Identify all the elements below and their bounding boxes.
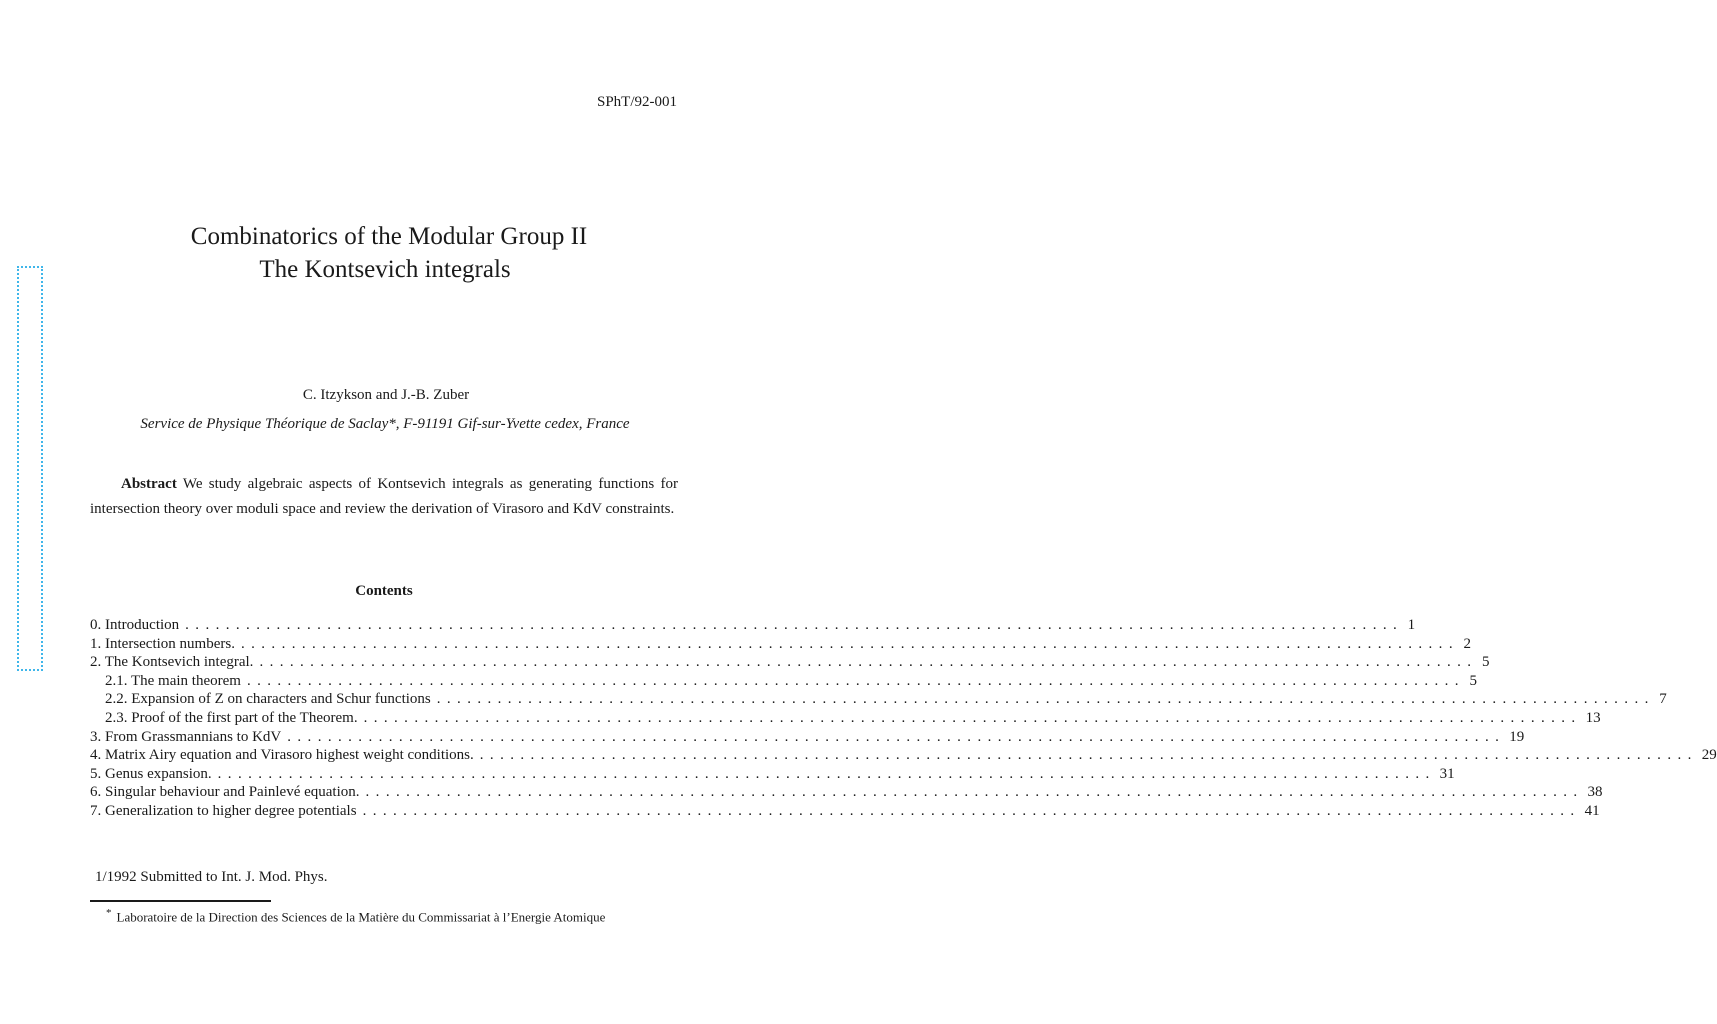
- toc-entry: [90, 635, 1471, 654]
- toc-leader-dots: ........................................................................................................................: [246, 672, 1465, 689]
- toc-entry-title: 5. Genus expansion.: [90, 765, 212, 782]
- toc-leader-dots: ........................................................................................................................: [259, 654, 1478, 671]
- abstract: [90, 472, 678, 522]
- toc-entry: [90, 728, 1525, 747]
- abstract-lead: Abstract: [121, 476, 177, 492]
- toc-entry-title: 7. Generalization to higher degree potentials: [90, 802, 357, 819]
- footnote-mark: *: [106, 907, 112, 919]
- toc-leader-dots: ........................................................................................................................: [287, 728, 1506, 745]
- toc-entry-title: 2. The Kontsevich integral.: [90, 654, 254, 671]
- toc-entry-title: 6. Singular behaviour and Painlevé equation.: [90, 784, 360, 801]
- toc-entry-title: 3. From Grassmannians to KdV: [90, 728, 282, 745]
- toc-entry: [90, 672, 1477, 691]
- toc-leader-dots: ........................................................................................................................: [240, 635, 1459, 652]
- toc-entry: [90, 616, 1416, 635]
- affiliation: Service de Physique Théorique de Saclay*, F-91191 Gif-sur-Yvette cedex, France: [140, 416, 630, 432]
- toc-entry: [90, 653, 1490, 672]
- toc-entry-page: 5: [1481, 654, 1490, 671]
- toc-entry-page: 5: [1469, 672, 1477, 689]
- authors: C. Itzykson and J.-B. Zuber: [302, 387, 470, 403]
- toc-leader-dots: ........................................................................................................................: [217, 765, 1436, 782]
- toc-entry: [90, 783, 1603, 802]
- selection-box: [17, 266, 43, 671]
- toc-entry-title: 2.3. Proof of the first part of the Theorem.: [105, 709, 358, 726]
- footnote-text: Laboratoire de la Direction des Sciences de la Matière du Commissariat à l’Energie Atomique: [116, 909, 606, 925]
- toc-entry-page: 29: [1701, 747, 1717, 764]
- toc-leader-dots: ........................................................................................................................: [436, 691, 1655, 708]
- table-of-contents: [90, 616, 1717, 821]
- toc-leader-dots: ........................................................................................................................: [362, 802, 1581, 819]
- report-number: SPhT/92-001: [596, 94, 677, 110]
- submission-note: 1/1992 Submitted to Int. J. Mod. Phys.: [95, 869, 328, 885]
- toc-entry-page: 19: [1509, 728, 1525, 745]
- toc-entry-title: 2.2. Expansion of Z on characters and Schur functions: [105, 691, 431, 708]
- toc-entry-page: 1: [1407, 617, 1416, 633]
- toc-entry-title: 2.1. The main theorem: [105, 672, 241, 689]
- toc-entry: [90, 802, 1600, 821]
- toc-leader-dots: ........................................................................................................................: [365, 784, 1584, 801]
- footnote: [106, 907, 605, 925]
- toc-entry-title: 4. Matrix Airy equation and Virasoro highest weight conditions.: [90, 747, 474, 764]
- toc-leader-dots: ........................................................................................................................: [479, 747, 1698, 764]
- toc-entry-title: 0. Introduction: [90, 617, 180, 633]
- contents-heading: Contents: [355, 583, 413, 599]
- toc-leader-dots: ........................................................................................................................: [185, 617, 1404, 633]
- toc-entry-page: 38: [1587, 784, 1603, 801]
- title-line-2: The Kontsevich integrals: [259, 256, 511, 283]
- toc-leader-dots: ........................................................................................................................: [363, 709, 1582, 726]
- paper-title: [0, 220, 768, 286]
- toc-entry-page: 31: [1439, 765, 1455, 782]
- toc-entry-page: 41: [1584, 802, 1600, 819]
- toc-entry: [90, 709, 1601, 728]
- toc-entry: [90, 690, 1667, 709]
- toc-entry-page: 7: [1659, 691, 1667, 708]
- toc-entry-title: 1. Intersection numbers.: [90, 635, 235, 652]
- abstract-text: We study algebraic aspects of Kontsevich integrals as generating functions for intersection theory over moduli space and review the derivation of Virasoro and KdV constraints.: [90, 476, 678, 517]
- toc-entry-page: 2: [1463, 635, 1471, 652]
- toc-entry: [90, 746, 1717, 765]
- title-line-1: Combinatorics of the Modular Group II: [190, 223, 588, 250]
- toc-entry: [90, 765, 1455, 784]
- footnote-rule: [90, 900, 271, 902]
- toc-entry-page: 13: [1585, 709, 1601, 726]
